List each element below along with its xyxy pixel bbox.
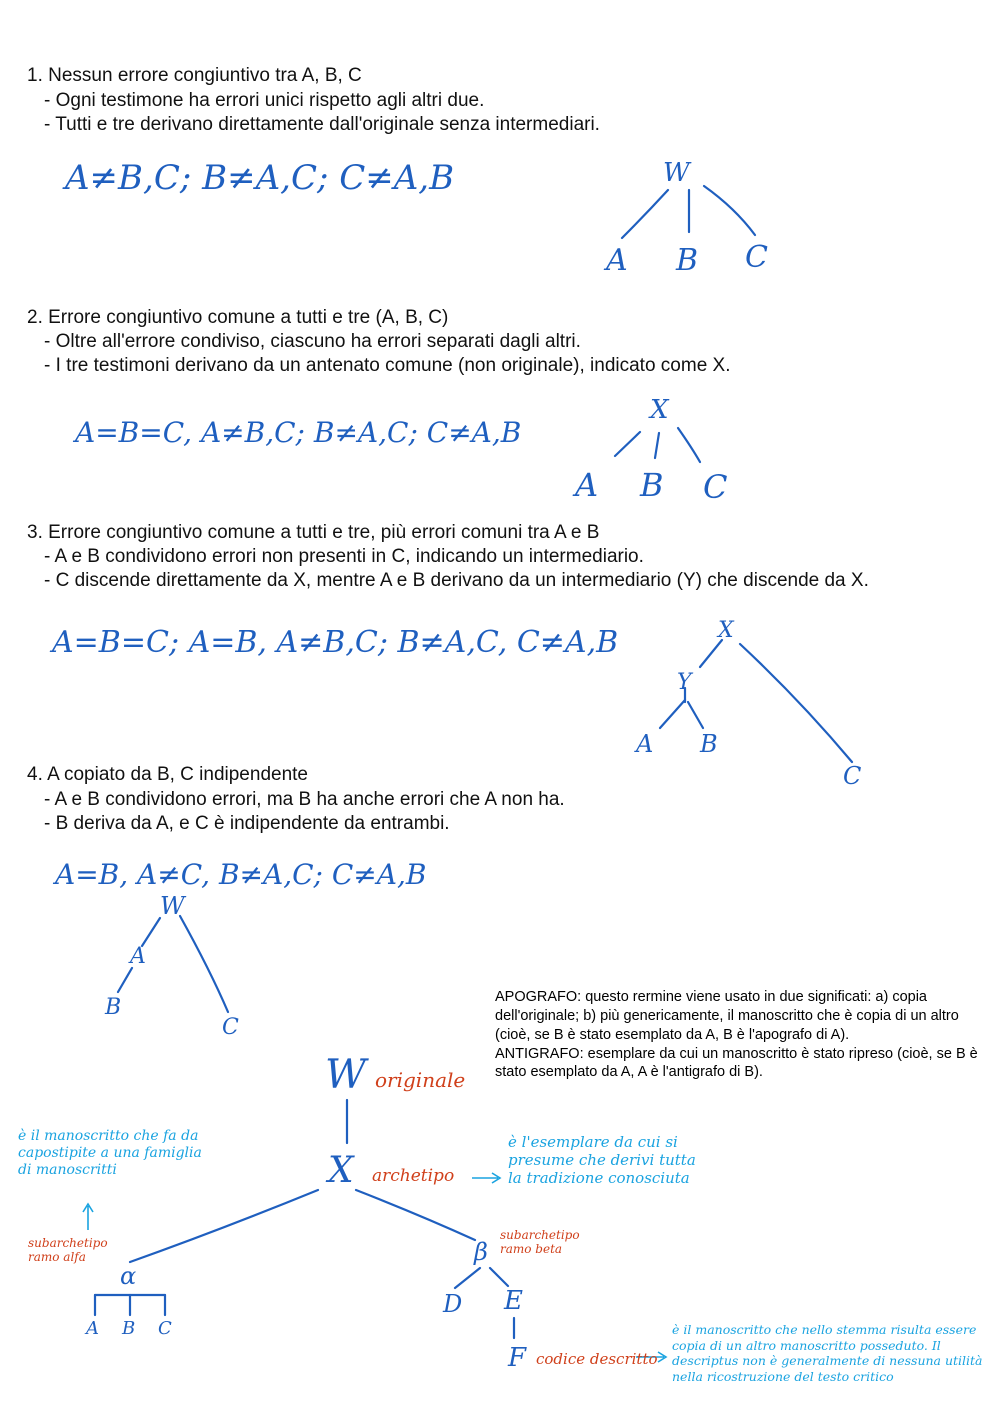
s4-node-b: B bbox=[105, 995, 122, 1020]
big-x-to-alpha bbox=[130, 1190, 318, 1262]
s4-root-to-c bbox=[180, 916, 228, 1012]
big-descriptus-note: codice descritto bbox=[536, 1350, 658, 1368]
big-archetype-note: archetipo bbox=[372, 1166, 455, 1186]
s4-root-to-a bbox=[142, 918, 160, 946]
s4-a-to-b bbox=[118, 968, 132, 992]
big-beta-note: subarchetipo ramo beta bbox=[500, 1228, 580, 1257]
big-root-w: W bbox=[325, 1052, 367, 1098]
case-4-point-1: - A e B condividono errori, ma B ha anche errori che A non ha. bbox=[44, 789, 565, 810]
case-2-formula: A=B=C, A≠B,C; B≠A,C; C≠A,B bbox=[75, 416, 522, 449]
s1-node-c: C bbox=[745, 240, 768, 275]
case-4-formula: A=B, A≠C, B≠A,C; C≠A,B bbox=[55, 858, 427, 891]
case-4-point-2: - B deriva da A, e C è indipendente da entrambi. bbox=[44, 813, 450, 834]
case-3-heading: 3. Errore congiuntivo comune a tutti e tre, più errori comuni tra A e B bbox=[27, 522, 600, 543]
s2-branch-b bbox=[655, 433, 659, 458]
big-alpha-note: subarchetipo ramo alfa bbox=[28, 1236, 108, 1265]
s1-node-b: B bbox=[676, 243, 699, 278]
big-beta-to-d bbox=[455, 1268, 480, 1288]
s2-node-b: B bbox=[640, 466, 664, 504]
big-archetype-x: X bbox=[328, 1150, 354, 1191]
case-3-point-1: - A e B condividono errori non presenti in C, indicando un intermediario. bbox=[44, 546, 644, 567]
big-archetype-explanation: è l'esemplare da cui si presume che derivi tutta la tradizione conosciuta bbox=[508, 1133, 696, 1187]
big-alpha-child-b: B bbox=[122, 1318, 136, 1339]
definition-apografo: APOGRAFO: questo rermine viene usato in due significati: a) copia dell'originale; b) più genericamente, il manoscritto che è copia di un altro (cioè, se B è stato esemplato da A, B è l'apografo di A). bbox=[495, 989, 959, 1043]
s3-y-to-a bbox=[660, 700, 685, 728]
s2-node-c: C bbox=[703, 468, 728, 506]
s3-root-to-y bbox=[700, 640, 722, 667]
s2-root: X bbox=[650, 395, 669, 425]
s1-branch-a bbox=[622, 190, 668, 238]
big-alpha-explanation: è il manoscritto che fa da capostipite a una famiglia di manoscritti bbox=[18, 1128, 202, 1178]
s2-node-a: A bbox=[575, 466, 599, 504]
definition-antigrafo: ANTIGRAFO: esemplare da cui un manoscritto è stato ripreso (cioè, se B è stato esemplato da A, A è l'antigrafo di B). bbox=[495, 1045, 978, 1081]
s4-node-a: A bbox=[130, 944, 146, 969]
big-alpha: α bbox=[120, 1262, 137, 1290]
big-alpha-child-a: A bbox=[86, 1318, 99, 1339]
big-x-to-beta bbox=[356, 1190, 475, 1240]
s4-root: W bbox=[160, 892, 185, 920]
big-beta-to-e bbox=[490, 1268, 508, 1286]
s2-branch-a bbox=[615, 432, 640, 456]
s3-y-to-b bbox=[688, 702, 703, 728]
arrow-archetype-note bbox=[472, 1173, 500, 1183]
s3-root-to-c bbox=[740, 644, 852, 762]
definitions bbox=[495, 988, 985, 1082]
s3-node-c: C bbox=[843, 762, 862, 790]
big-root-note: originale bbox=[375, 1068, 466, 1092]
big-beta-child-e: E bbox=[504, 1286, 523, 1316]
case-2-heading: 2. Errore congiuntivo comune a tutti e tre (A, B, C) bbox=[27, 307, 449, 328]
case-1-point-2: - Tutti e tre derivano direttamente dall'originale senza intermediari. bbox=[44, 114, 600, 135]
s4-node-c: C bbox=[222, 1015, 239, 1040]
big-descriptus-f: F bbox=[508, 1343, 527, 1373]
case-3-point-2: - C discende direttamente da X, mentre A e B derivano da un intermediario (Y) che discende da X. bbox=[44, 570, 869, 591]
big-beta-child-d: D bbox=[443, 1290, 463, 1318]
case-4-heading: 4. A copiato da B, C indipendente bbox=[27, 764, 308, 785]
s1-node-a: A bbox=[606, 243, 628, 278]
s3-node-a: A bbox=[636, 730, 654, 758]
s3-node-b: B bbox=[700, 730, 718, 758]
s3-root: X bbox=[718, 618, 734, 643]
case-1-point-1: - Ogni testimone ha errori unici rispetto agli altri due. bbox=[44, 90, 485, 111]
case-2-point-2: - I tre testimoni derivano da un antenato comune (non originale), indicato come X. bbox=[44, 355, 731, 376]
s2-branch-c bbox=[678, 428, 700, 462]
case-1-formula: A≠B,C; B≠A,C; C≠A,B bbox=[65, 158, 455, 198]
s1-root: W bbox=[663, 158, 690, 188]
arrow-alpha-note bbox=[83, 1204, 93, 1230]
big-alpha-child-c: C bbox=[158, 1318, 172, 1339]
s3-node-y: Y bbox=[677, 670, 692, 695]
case-1-heading: 1. Nessun errore congiuntivo tra A, B, C bbox=[27, 65, 362, 86]
s1-branch-c bbox=[704, 186, 755, 235]
big-beta: β bbox=[474, 1238, 488, 1266]
case-3-formula: A=B=C; A=B, A≠B,C; B≠A,C, C≠A,B bbox=[52, 625, 619, 660]
big-descriptus-explanation: è il manoscritto che nello stemma risulta essere copia di un altro manoscritto posseduto. Il descriptus non è generalmente di nessuna utilità nella ricostruzione del testo critico bbox=[672, 1322, 983, 1384]
case-2-point-1: - Oltre all'errore condiviso, ciascuno ha errori separati dagli altri. bbox=[44, 331, 581, 352]
